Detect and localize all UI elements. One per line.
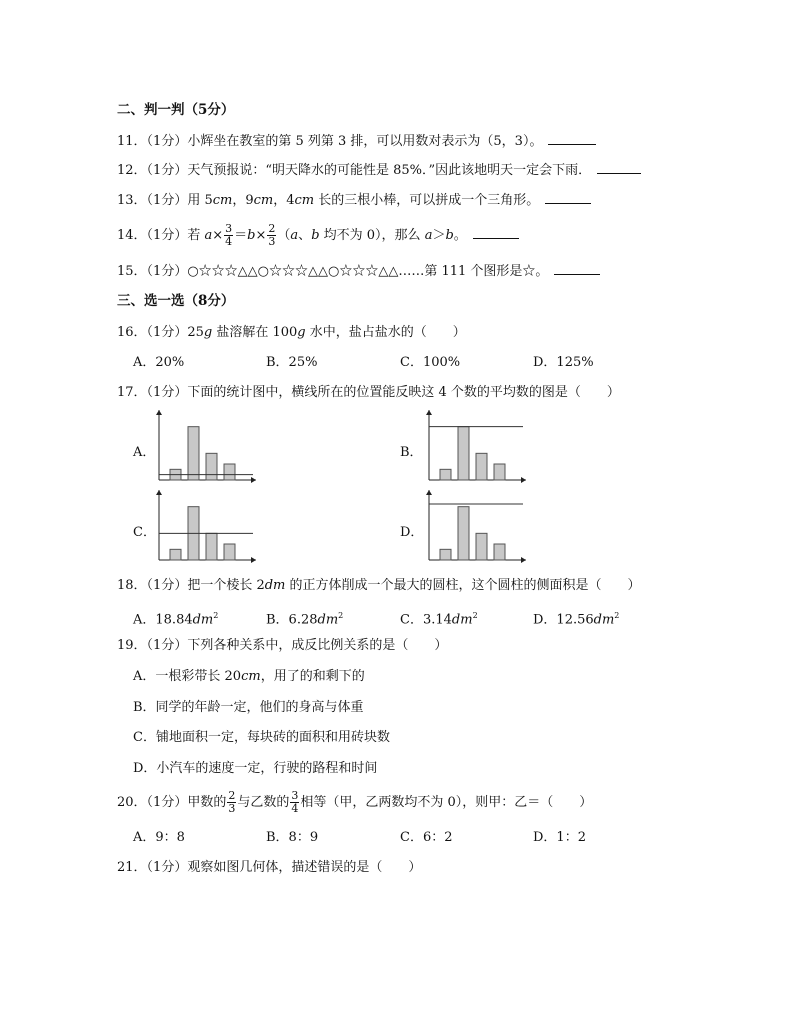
- question-text: ○☆☆☆△△○☆☆☆△△○☆☆☆△△……第 111 个图形是☆。: [187, 264, 549, 279]
- answer-blank[interactable]: [597, 161, 641, 174]
- unit: dm: [451, 612, 473, 628]
- question-15: [117, 262, 600, 281]
- question-text-part: 甲数的: [187, 795, 227, 810]
- y-axis-arrow: [156, 490, 162, 495]
- option-text-part: ，用了的和剩下的: [260, 669, 365, 684]
- question-text-part: （: [277, 228, 291, 243]
- question-score: （1分）: [146, 578, 188, 593]
- option-c[interactable]: C．铺地面积一定，每块砖的面积和用砖块数: [133, 730, 390, 745]
- question-20: [117, 789, 592, 817]
- option-value: D．12.56: [533, 612, 594, 628]
- question-14: [117, 222, 519, 250]
- exponent: 2: [614, 611, 620, 620]
- question-number: 17．: [117, 385, 147, 400]
- x-axis-arrow: [521, 477, 526, 483]
- question-text-part: 盐溶解在 100: [212, 325, 298, 340]
- question-number: 15．: [117, 264, 147, 279]
- option-a[interactable]: A．20%: [133, 355, 185, 370]
- question-text-part: 。: [453, 228, 467, 243]
- question-text: 下面的统计图中，横线所在的位置能反映这 4 个数的平均数的图是（ ）: [187, 385, 620, 400]
- question-score: （1分）: [146, 860, 188, 875]
- chart-d[interactable]: [426, 490, 526, 564]
- option-c[interactable]: [400, 607, 478, 629]
- bar-1: [170, 549, 181, 560]
- denominator: 4: [291, 802, 299, 815]
- bar-1: [440, 549, 451, 560]
- question-text: 小辉坐在教室的第 5 列第 3 排，可以用数对表示为（5，3）。: [187, 134, 543, 149]
- unit: cm: [212, 193, 233, 208]
- question-text-part: 的正方体削成一个最大的圆柱，这个圆柱的侧面积是（ ）: [285, 578, 641, 593]
- variable-b: b: [247, 228, 256, 243]
- unit: g: [203, 325, 213, 340]
- denominator: 3: [268, 235, 276, 248]
- option-text-part: A．一根彩带长 20: [133, 669, 242, 684]
- question-19: [117, 637, 447, 655]
- chart-d-label[interactable]: D．: [400, 525, 424, 540]
- question-score: （1分）: [146, 795, 188, 810]
- variable-a: a: [204, 228, 213, 243]
- option-b[interactable]: B．同学的年龄一定，他们的身高与体重: [133, 700, 364, 715]
- variable-a: a: [290, 228, 299, 243]
- question-text-part: ，9: [232, 193, 254, 208]
- answer-blank[interactable]: [473, 226, 519, 239]
- unit: dm: [317, 612, 339, 628]
- bar-4: [494, 464, 505, 480]
- bar-2: [188, 427, 199, 480]
- option-d[interactable]: [533, 607, 619, 629]
- variable-a: a: [424, 228, 433, 243]
- question-number: 20．: [117, 795, 147, 810]
- variable-b: b: [445, 228, 454, 243]
- bar-1: [440, 469, 451, 480]
- unit: cm: [253, 193, 274, 208]
- exponent: 2: [472, 611, 478, 620]
- bar-4: [494, 544, 505, 560]
- option-value: A．18.84: [133, 612, 193, 628]
- question-text-part: 与乙数的: [237, 795, 290, 810]
- fraction: [290, 790, 299, 815]
- question-text-part: 、: [298, 228, 312, 243]
- unit: cm: [294, 193, 315, 208]
- question-12: [117, 161, 641, 180]
- question-score: （1分）: [146, 638, 188, 653]
- question-text: 天气预报说：“明天降水的可能性是 85%．”因此该地明天一定会下雨．: [187, 163, 592, 178]
- chart-c-label[interactable]: C．: [133, 525, 156, 540]
- bar-2: [458, 427, 469, 480]
- x-axis-arrow: [251, 557, 256, 563]
- numerator: 2: [228, 789, 236, 802]
- denominator: 4: [225, 235, 233, 248]
- variable-b: b: [311, 228, 320, 243]
- question-number: 13．: [117, 193, 147, 208]
- option-d[interactable]: D．125%: [533, 355, 594, 370]
- option-d[interactable]: D．小汽车的速度一定，行驶的路程和时间: [133, 761, 378, 776]
- question-number: 16．: [117, 325, 147, 340]
- option-a[interactable]: [133, 668, 365, 686]
- option-c[interactable]: C．100%: [400, 355, 461, 370]
- chart-a[interactable]: [156, 410, 256, 484]
- question-text: 观察如图几何体，描述错误的是（ ）: [187, 860, 422, 875]
- chart-a-label[interactable]: A．: [133, 445, 156, 460]
- y-axis-arrow: [426, 490, 432, 495]
- question-text-part: 用 5: [187, 193, 213, 208]
- denominator: 3: [228, 802, 236, 815]
- question-text-part: ，4: [273, 193, 295, 208]
- question-text-part: 若: [187, 228, 205, 243]
- section-3-title: 三、选一选（8分）: [117, 293, 235, 309]
- unit: dm: [192, 612, 214, 628]
- question-score: （1分）: [146, 163, 188, 178]
- question-16: [117, 324, 466, 342]
- question-score: （1分）: [146, 228, 188, 243]
- unit: cm: [241, 669, 261, 684]
- exponent: 2: [338, 611, 344, 620]
- answer-blank[interactable]: [554, 262, 600, 275]
- unit: dm: [264, 578, 286, 593]
- y-axis-arrow: [156, 410, 162, 415]
- question-score: （1分）: [146, 134, 188, 149]
- numerator: 2: [268, 222, 276, 235]
- y-axis-arrow: [426, 410, 432, 415]
- numerator: 3: [291, 789, 299, 802]
- chart-b[interactable]: [426, 410, 526, 484]
- option-b[interactable]: [266, 607, 343, 629]
- fraction: [227, 790, 236, 815]
- bar-3: [206, 453, 217, 480]
- question-13: [117, 191, 591, 210]
- question-text-part: 25: [187, 325, 204, 340]
- question-18: [117, 577, 641, 595]
- operator: ＝: [234, 228, 248, 243]
- section-2-title: 二、判一判（5分）: [117, 102, 235, 118]
- bar-2: [458, 507, 469, 560]
- chart-b-label[interactable]: B．: [400, 445, 423, 460]
- option-a[interactable]: [133, 607, 218, 629]
- question-text: 下列各种关系中，成反比例关系的是（ ）: [187, 638, 448, 653]
- exponent: 2: [213, 611, 219, 620]
- operator: ＞: [432, 228, 446, 243]
- question-score: （1分）: [146, 193, 188, 208]
- question-number: 12．: [117, 163, 147, 178]
- option-b[interactable]: B．8：9: [266, 830, 319, 845]
- question-score: （1分）: [146, 325, 188, 340]
- question-17: [117, 384, 620, 402]
- unit: dm: [593, 612, 615, 628]
- option-a[interactable]: A．9：8: [133, 830, 185, 845]
- fraction: [267, 223, 276, 248]
- question-number: 18．: [117, 578, 147, 593]
- bar-4: [224, 544, 235, 560]
- bar-4: [224, 464, 235, 480]
- question-text-part: 长的三根小棒，可以拼成一个三角形。: [314, 193, 540, 208]
- question-number: 14．: [117, 228, 147, 243]
- numerator: 3: [225, 222, 233, 235]
- question-score: （1分）: [146, 264, 188, 279]
- unit: g: [297, 325, 306, 340]
- question-text-part: 把一个棱长 2: [187, 578, 265, 593]
- question-number: 11．: [117, 134, 147, 149]
- question-11: [117, 132, 596, 151]
- chart-c[interactable]: [156, 490, 256, 564]
- operator: ×: [255, 228, 267, 243]
- operator: ×: [212, 228, 224, 243]
- bar-3: [476, 453, 487, 480]
- option-c[interactable]: C．6：2: [400, 830, 453, 845]
- question-number: 21．: [117, 860, 147, 875]
- question-21: [117, 859, 421, 877]
- question-score: （1分）: [146, 385, 188, 400]
- option-d[interactable]: D．1：2: [533, 830, 586, 845]
- bar-3: [476, 533, 487, 560]
- option-b[interactable]: B．25%: [266, 355, 318, 370]
- question-text-part: 均不为 0），那么: [319, 228, 425, 243]
- x-axis-arrow: [251, 477, 256, 483]
- bar-3: [206, 533, 217, 560]
- fraction: [224, 223, 233, 248]
- question-number: 19．: [117, 638, 147, 653]
- option-value: C．3.14: [400, 612, 452, 628]
- question-text-part: 水中，盐占盐水的（ ）: [305, 325, 466, 340]
- answer-blank[interactable]: [548, 132, 596, 145]
- x-axis-arrow: [521, 557, 526, 563]
- answer-blank[interactable]: [545, 191, 591, 204]
- option-value: B．6.28: [266, 612, 318, 628]
- question-text-part: 相等（甲，乙两数均不为 0），则甲：乙＝（ ）: [300, 795, 593, 810]
